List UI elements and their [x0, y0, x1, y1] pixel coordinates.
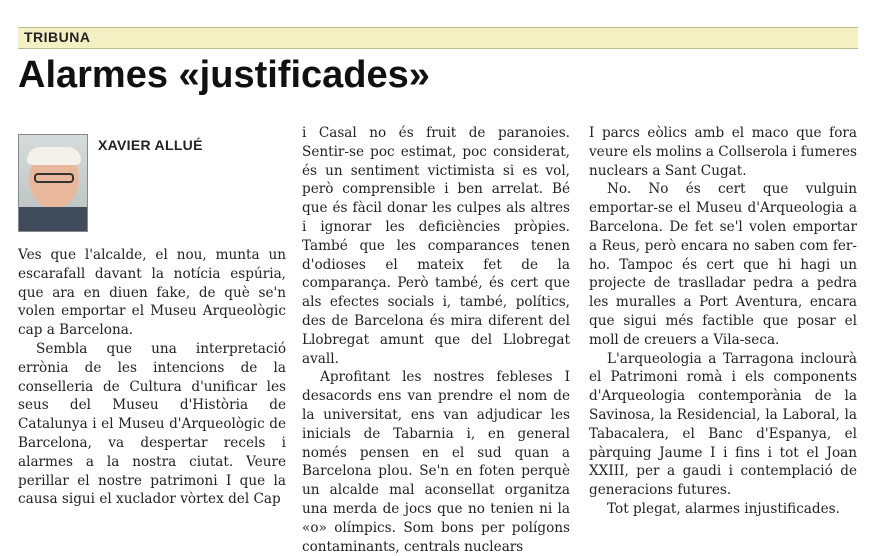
author-hair — [27, 147, 81, 165]
article-column-1 — [18, 246, 286, 509]
paragraph: No. No és cert que vulguin emportar-se el Museu d'Arqueologia a Barcelona. De fet se'l volen emportar a Reus, però encara no saben com fer-ho. Tampoc és cert que hi hagi un projecte de traslladar pedra a pedra les muralles a Port Aventura, encara que sigui més factible que posar el moll de creuers a Vila-seca. — [589, 181, 857, 348]
paragraph: Sembla que una interpretació errònia de les intencions de la conselleria de Cultura d'unificar les seus del Museu d'Història de Catalunya i el Museu d'Arqueològic de Barcelona, va despertar recels i alarmes a la nostra ciutat. Veure perillar el nostre patrimoni I que la causa sigui el xuclador vòrtex del Cap — [18, 340, 286, 508]
paragraph: i Casal no és fruit de paranoies. Sentir-se poc estimat, poc considerat, és un sentiment victimista si es vol, però comprensible i ben arrelat. Bé que és fàcil donar les culpes als altres i ignorar les deficiències pròpies. També que les comparances tenen d'odioses el mateix fet de la comparança. Però també, és cert que als efectes socials i, també, polítics, des de Barcelona és mira diferent del Llobregat amunt que del Llobregat avall. — [302, 125, 570, 367]
headline: Alarmes «justificades» — [18, 54, 430, 96]
article-column-3 — [589, 124, 857, 519]
paragraph: Aprofitant les nostres febleses I desacords ens van prendre el nom de la universitat, ens van adjudicar les inicials de Tabarnia i, en general només pensen en el sud quan a Barcelona plou. Se'n en foten perquè un alcalde mal aconsellat organitza una merda de jocs que no tenien ni la «o» olímpics. Som bons per polígons contaminants, centrals nuclears — [302, 369, 570, 555]
author-byline: XAVIER ALLUÉ — [98, 137, 203, 153]
article-column-2 — [302, 124, 570, 556]
paragraph: L'arqueologia a Tarragona inclourà el Patrimoni romà i els components d'Arqueologia contemporània de la Savinosa, la Residencial, la Laboral, la Tabacalera, el Banc d'Espanya, el pàrquing Jaume I i fins i tot el Joan XXIII, per a gaudi i contemplació de generacions futures. — [589, 350, 857, 499]
author-glasses — [34, 173, 74, 183]
author-photo — [18, 134, 88, 232]
paragraph: I parcs eòlics amb el maco que fora veure els molins a Collserola i fumeres nuclears a Sant Cugat. — [589, 125, 857, 179]
paragraph: Ves que l'alcalde, el nou, munta un escarafall davant la notícia espúria, que ara en diuen fake, de què se'n volen emportar el Museu Arqueològic cap a Barcelona. — [18, 247, 286, 339]
author-shirt — [19, 207, 87, 232]
section-label: TRIBUNA — [24, 29, 91, 45]
paragraph: Tot plegat, alarmes injustificades. — [607, 500, 840, 517]
section-bar — [18, 27, 858, 49]
